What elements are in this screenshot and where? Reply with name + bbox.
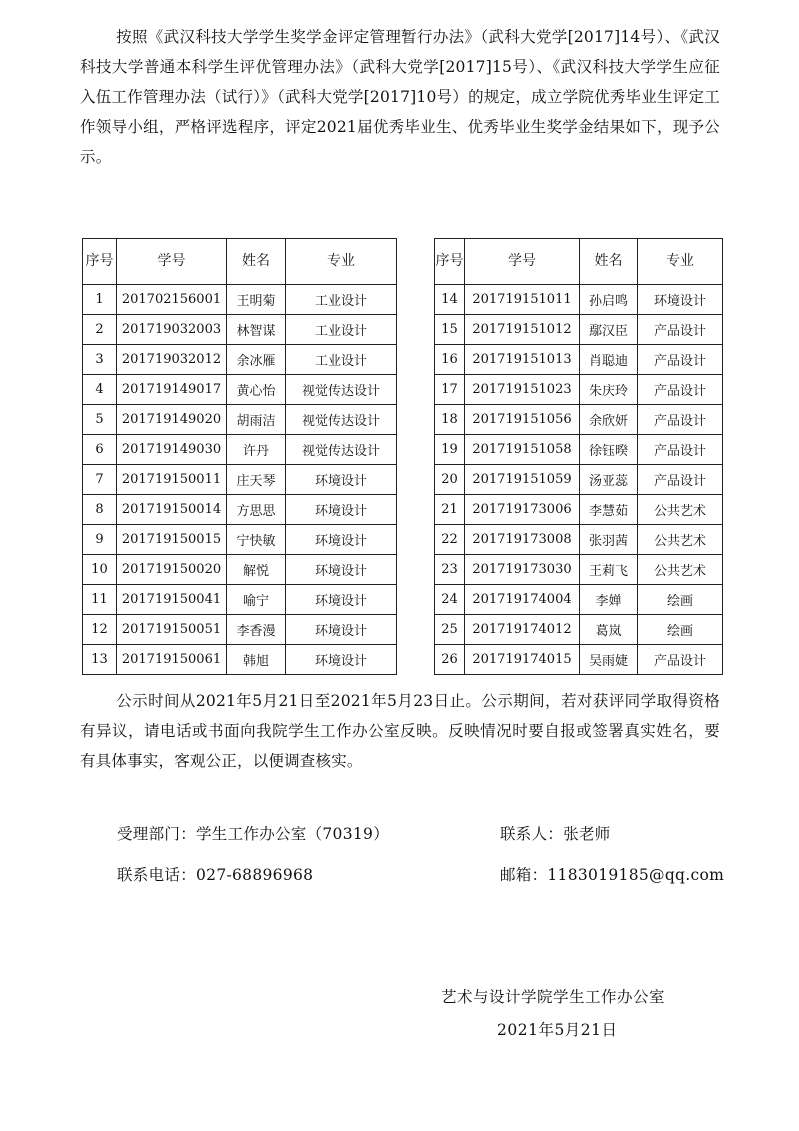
cell-no: 3 — [83, 345, 117, 375]
cell-major: 环境设计 — [638, 285, 723, 315]
cell-major: 环境设计 — [286, 555, 397, 585]
table-row — [83, 525, 397, 555]
cell-name: 方思思 — [227, 495, 286, 525]
table-row — [435, 525, 723, 555]
cell-major: 环境设计 — [286, 615, 397, 645]
table-row — [83, 645, 397, 675]
cell-no: 19 — [435, 435, 465, 465]
cell-name: 李婵 — [580, 585, 638, 615]
cell-no: 9 — [83, 525, 117, 555]
cell-student-id: 201719150041 — [117, 585, 227, 615]
cell-no: 25 — [435, 615, 465, 645]
cell-name: 朱庆玲 — [580, 375, 638, 405]
cell-major: 工业设计 — [286, 285, 397, 315]
cell-student-id: 201719174015 — [465, 645, 580, 675]
cell-no: 2 — [83, 315, 117, 345]
cell-name: 王明菊 — [227, 285, 286, 315]
intro-paragraph — [80, 22, 720, 172]
cell-no: 24 — [435, 585, 465, 615]
cell-no: 4 — [83, 375, 117, 405]
header-major: 专业 — [638, 239, 723, 285]
cell-major: 公共艺术 — [638, 555, 723, 585]
cell-no: 11 — [83, 585, 117, 615]
table-row — [83, 285, 397, 315]
header-name: 姓名 — [580, 239, 638, 285]
awardee-table-right — [434, 238, 723, 675]
cell-no: 21 — [435, 495, 465, 525]
cell-student-id: 201719173030 — [465, 555, 580, 585]
table-row — [83, 615, 397, 645]
cell-student-id: 201719174004 — [465, 585, 580, 615]
cell-major: 环境设计 — [286, 585, 397, 615]
cell-name: 王莉飞 — [580, 555, 638, 585]
cell-name: 韩旭 — [227, 645, 286, 675]
signature-date: 2021年5月21日 — [497, 1021, 618, 1039]
cell-name: 喻宁 — [227, 585, 286, 615]
table-row — [435, 585, 723, 615]
cell-student-id: 201719151056 — [465, 405, 580, 435]
intro-text: 按照《武汉科技大学学生奖学金评定管理暂行办法》（武科大党学[2017]14号）、《武汉科技大学普通本科学生评优管理办法》（武科大党学[2017]15号）、《武汉科技大学学生应征入伍工作管理办法（试行）》（武科大党学[2017]10号）的规定，成立学院优秀毕业生评定工作领导小组，严格评选程序，评定2021届优秀毕业生、优秀毕业生奖学金结果如下，现予公示。 — [80, 28, 720, 166]
cell-major: 公共艺术 — [638, 525, 723, 555]
cell-no: 18 — [435, 405, 465, 435]
table-row — [435, 555, 723, 585]
cell-no: 23 — [435, 555, 465, 585]
header-name: 姓名 — [227, 239, 286, 285]
cell-major: 公共艺术 — [638, 495, 723, 525]
table-row — [83, 555, 397, 585]
cell-major: 产品设计 — [638, 465, 723, 495]
cell-name: 李慧茹 — [580, 495, 638, 525]
cell-major: 产品设计 — [638, 405, 723, 435]
cell-student-id: 201719149017 — [117, 375, 227, 405]
cell-name: 孙启鸣 — [580, 285, 638, 315]
cell-no: 15 — [435, 315, 465, 345]
contact-phone: 联系电话：027-68896968 — [117, 866, 314, 884]
cell-student-id: 201719151059 — [465, 465, 580, 495]
cell-name: 胡雨洁 — [227, 405, 286, 435]
cell-no: 8 — [83, 495, 117, 525]
signature-office: 艺术与设计学院学生工作办公室 — [441, 988, 666, 1006]
header-id: 学号 — [117, 239, 227, 285]
table-row — [435, 285, 723, 315]
cell-major: 产品设计 — [638, 645, 723, 675]
cell-name: 许丹 — [227, 435, 286, 465]
table-row — [435, 405, 723, 435]
cell-major: 绘画 — [638, 615, 723, 645]
cell-name: 张羽茜 — [580, 525, 638, 555]
cell-name: 葛岚 — [580, 615, 638, 645]
table-header-row — [83, 239, 397, 285]
table-row — [83, 465, 397, 495]
cell-name: 余冰雁 — [227, 345, 286, 375]
cell-no: 22 — [435, 525, 465, 555]
cell-student-id: 201719151012 — [465, 315, 580, 345]
cell-major: 产品设计 — [638, 435, 723, 465]
cell-no: 5 — [83, 405, 117, 435]
cell-major: 视觉传达设计 — [286, 375, 397, 405]
table-row — [435, 615, 723, 645]
cell-name: 徐钰暌 — [580, 435, 638, 465]
cell-name: 解悦 — [227, 555, 286, 585]
contact-email: 邮箱：1183019185@qq.com — [500, 866, 725, 884]
cell-no: 14 — [435, 285, 465, 315]
cell-student-id: 201719032012 — [117, 345, 227, 375]
contact-person: 联系人：张老师 — [500, 825, 611, 843]
contact-dept: 受理部门：学生工作办公室（70319） — [117, 825, 390, 843]
cell-student-id: 201719174012 — [465, 615, 580, 645]
cell-name: 黄心怡 — [227, 375, 286, 405]
table-row — [83, 435, 397, 465]
cell-major: 环境设计 — [286, 525, 397, 555]
cell-name: 李香漫 — [227, 615, 286, 645]
table-row — [435, 345, 723, 375]
cell-name: 庄天琴 — [227, 465, 286, 495]
table-row — [435, 465, 723, 495]
cell-student-id: 201702156001 — [117, 285, 227, 315]
cell-major: 产品设计 — [638, 375, 723, 405]
notice-paragraph — [80, 686, 720, 776]
cell-major: 视觉传达设计 — [286, 435, 397, 465]
cell-no: 1 — [83, 285, 117, 315]
header-id: 学号 — [465, 239, 580, 285]
cell-student-id: 201719150020 — [117, 555, 227, 585]
cell-student-id: 201719151011 — [465, 285, 580, 315]
cell-no: 16 — [435, 345, 465, 375]
cell-name: 余欣妍 — [580, 405, 638, 435]
table-row — [83, 405, 397, 435]
table-row — [435, 495, 723, 525]
table-row — [83, 495, 397, 525]
cell-name: 汤亚蕊 — [580, 465, 638, 495]
cell-student-id: 201719150015 — [117, 525, 227, 555]
cell-student-id: 201719150061 — [117, 645, 227, 675]
cell-student-id: 201719150011 — [117, 465, 227, 495]
cell-student-id: 201719173008 — [465, 525, 580, 555]
cell-no: 6 — [83, 435, 117, 465]
cell-name: 宁快敏 — [227, 525, 286, 555]
cell-name: 鄢汉臣 — [580, 315, 638, 345]
notice-text: 公示时间从2021年5月21日至2021年5月23日止。公示期间，若对获评同学取得资格有异议，请电话或书面向我院学生工作办公室反映。反映情况时要自报或签署真实姓名，要有具体事实，客观公正，以便调查核实。 — [80, 692, 720, 770]
cell-no: 13 — [83, 645, 117, 675]
cell-student-id: 201719149020 — [117, 405, 227, 435]
cell-student-id: 201719151023 — [465, 375, 580, 405]
cell-major: 工业设计 — [286, 315, 397, 345]
cell-major: 环境设计 — [286, 495, 397, 525]
cell-student-id: 201719032003 — [117, 315, 227, 345]
cell-no: 20 — [435, 465, 465, 495]
cell-no: 10 — [83, 555, 117, 585]
cell-student-id: 201719150014 — [117, 495, 227, 525]
table-row — [83, 585, 397, 615]
table-row — [83, 315, 397, 345]
table-row — [83, 345, 397, 375]
cell-major: 环境设计 — [286, 645, 397, 675]
cell-major: 视觉传达设计 — [286, 405, 397, 435]
cell-student-id: 201719151058 — [465, 435, 580, 465]
cell-name: 肖聪迪 — [580, 345, 638, 375]
cell-no: 12 — [83, 615, 117, 645]
table-row — [435, 435, 723, 465]
table-row — [435, 645, 723, 675]
cell-student-id: 201719173006 — [465, 495, 580, 525]
header-no: 序号 — [435, 239, 465, 285]
table-header-row — [435, 239, 723, 285]
cell-name: 林智谋 — [227, 315, 286, 345]
awardee-table-left — [82, 238, 397, 675]
cell-major: 产品设计 — [638, 345, 723, 375]
header-major: 专业 — [286, 239, 397, 285]
header-no: 序号 — [83, 239, 117, 285]
cell-student-id: 201719149030 — [117, 435, 227, 465]
table-row — [435, 375, 723, 405]
cell-student-id: 201719150051 — [117, 615, 227, 645]
cell-major: 工业设计 — [286, 345, 397, 375]
cell-student-id: 201719151013 — [465, 345, 580, 375]
cell-no: 7 — [83, 465, 117, 495]
cell-major: 产品设计 — [638, 315, 723, 345]
cell-name: 吴雨婕 — [580, 645, 638, 675]
cell-no: 17 — [435, 375, 465, 405]
table-row — [83, 375, 397, 405]
cell-no: 26 — [435, 645, 465, 675]
table-row — [435, 315, 723, 345]
cell-major: 绘画 — [638, 585, 723, 615]
cell-major: 环境设计 — [286, 465, 397, 495]
